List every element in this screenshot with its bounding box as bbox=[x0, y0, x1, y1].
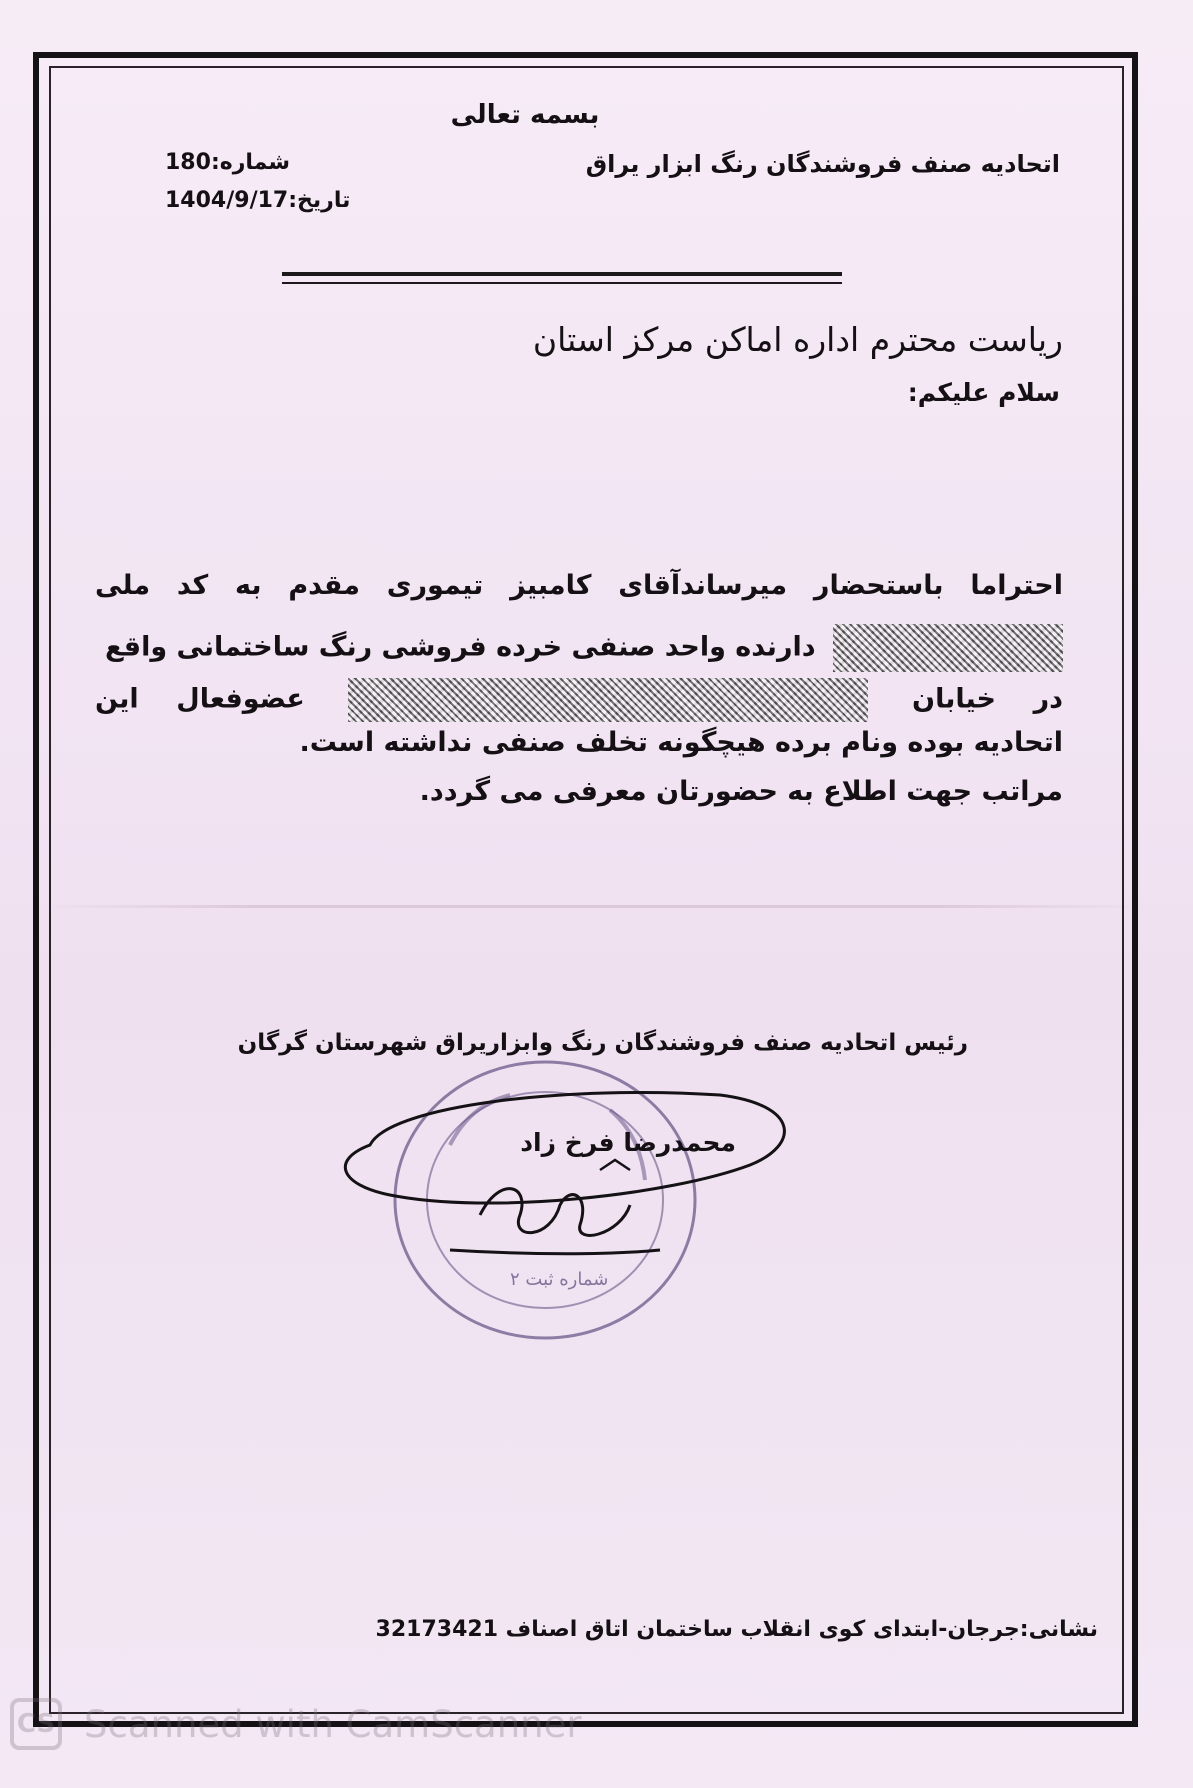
body-line-2-text: دارنده واحد صنفی خرده فروشی رنگ ساختمانی واقع bbox=[104, 631, 816, 663]
redacted-street-address bbox=[348, 678, 868, 722]
header-divider-thick bbox=[282, 272, 842, 276]
seal-registration-text: شماره ثبت ۲ bbox=[510, 1269, 609, 1290]
camscanner-watermark bbox=[10, 1698, 582, 1750]
union-name-header: اتحادیه صنف فروشندگان رنگ ابزار یراق bbox=[585, 150, 1060, 178]
letter-date-value: 1404/9/17 bbox=[165, 188, 289, 213]
letter-number-value: 180 bbox=[165, 150, 211, 175]
redacted-national-id bbox=[833, 624, 1063, 672]
recipient-line: ریاست محترم اداره اماکن مرکز استان bbox=[532, 320, 1063, 359]
letter-date-label: تاریخ: bbox=[288, 188, 351, 213]
body-line-2 bbox=[105, 624, 1063, 672]
body-line-4: اتحادیه بوده ونام برده هیچگونه تخلف صنفی نداشته است. bbox=[299, 727, 1063, 758]
footer-address: نشانی:جرجان-ابتدای کوی انقلاب ساختمان اتاق اصناف 32173421 bbox=[375, 1617, 1098, 1642]
body-line-5: مراتب جهت اطلاع به حضورتان معرفی می گردد. bbox=[419, 776, 1063, 807]
letter-date bbox=[165, 188, 350, 213]
greeting: سلام علیکم: bbox=[907, 378, 1060, 407]
letter-number-label: شماره: bbox=[210, 150, 291, 175]
camscanner-logo-icon: CS bbox=[10, 1698, 62, 1750]
camscanner-watermark-text: Scanned with CamScanner bbox=[84, 1702, 582, 1746]
body-line-3-start: در خیابان bbox=[912, 683, 1063, 715]
bismillah-heading: بسمه تعالی bbox=[450, 100, 600, 130]
header-divider-thin bbox=[282, 282, 842, 284]
body-line-3-end: عضوفعال این bbox=[95, 683, 305, 715]
body-line-3 bbox=[95, 678, 1063, 722]
signatory-name: محمدرضا فرخ زاد bbox=[520, 1128, 736, 1157]
signatory-title: رئیس اتحادیه صنف فروشندگان رنگ وابزاریراق شهرستان گرگان bbox=[237, 1030, 968, 1056]
body-line-1: احتراما باستحضار میرساندآقای کامبیز تیموری مقدم به کد ملی bbox=[95, 570, 1063, 601]
handwritten-signature bbox=[330, 1065, 810, 1295]
page-border-inner bbox=[49, 66, 1124, 1714]
letter-number bbox=[165, 150, 290, 175]
